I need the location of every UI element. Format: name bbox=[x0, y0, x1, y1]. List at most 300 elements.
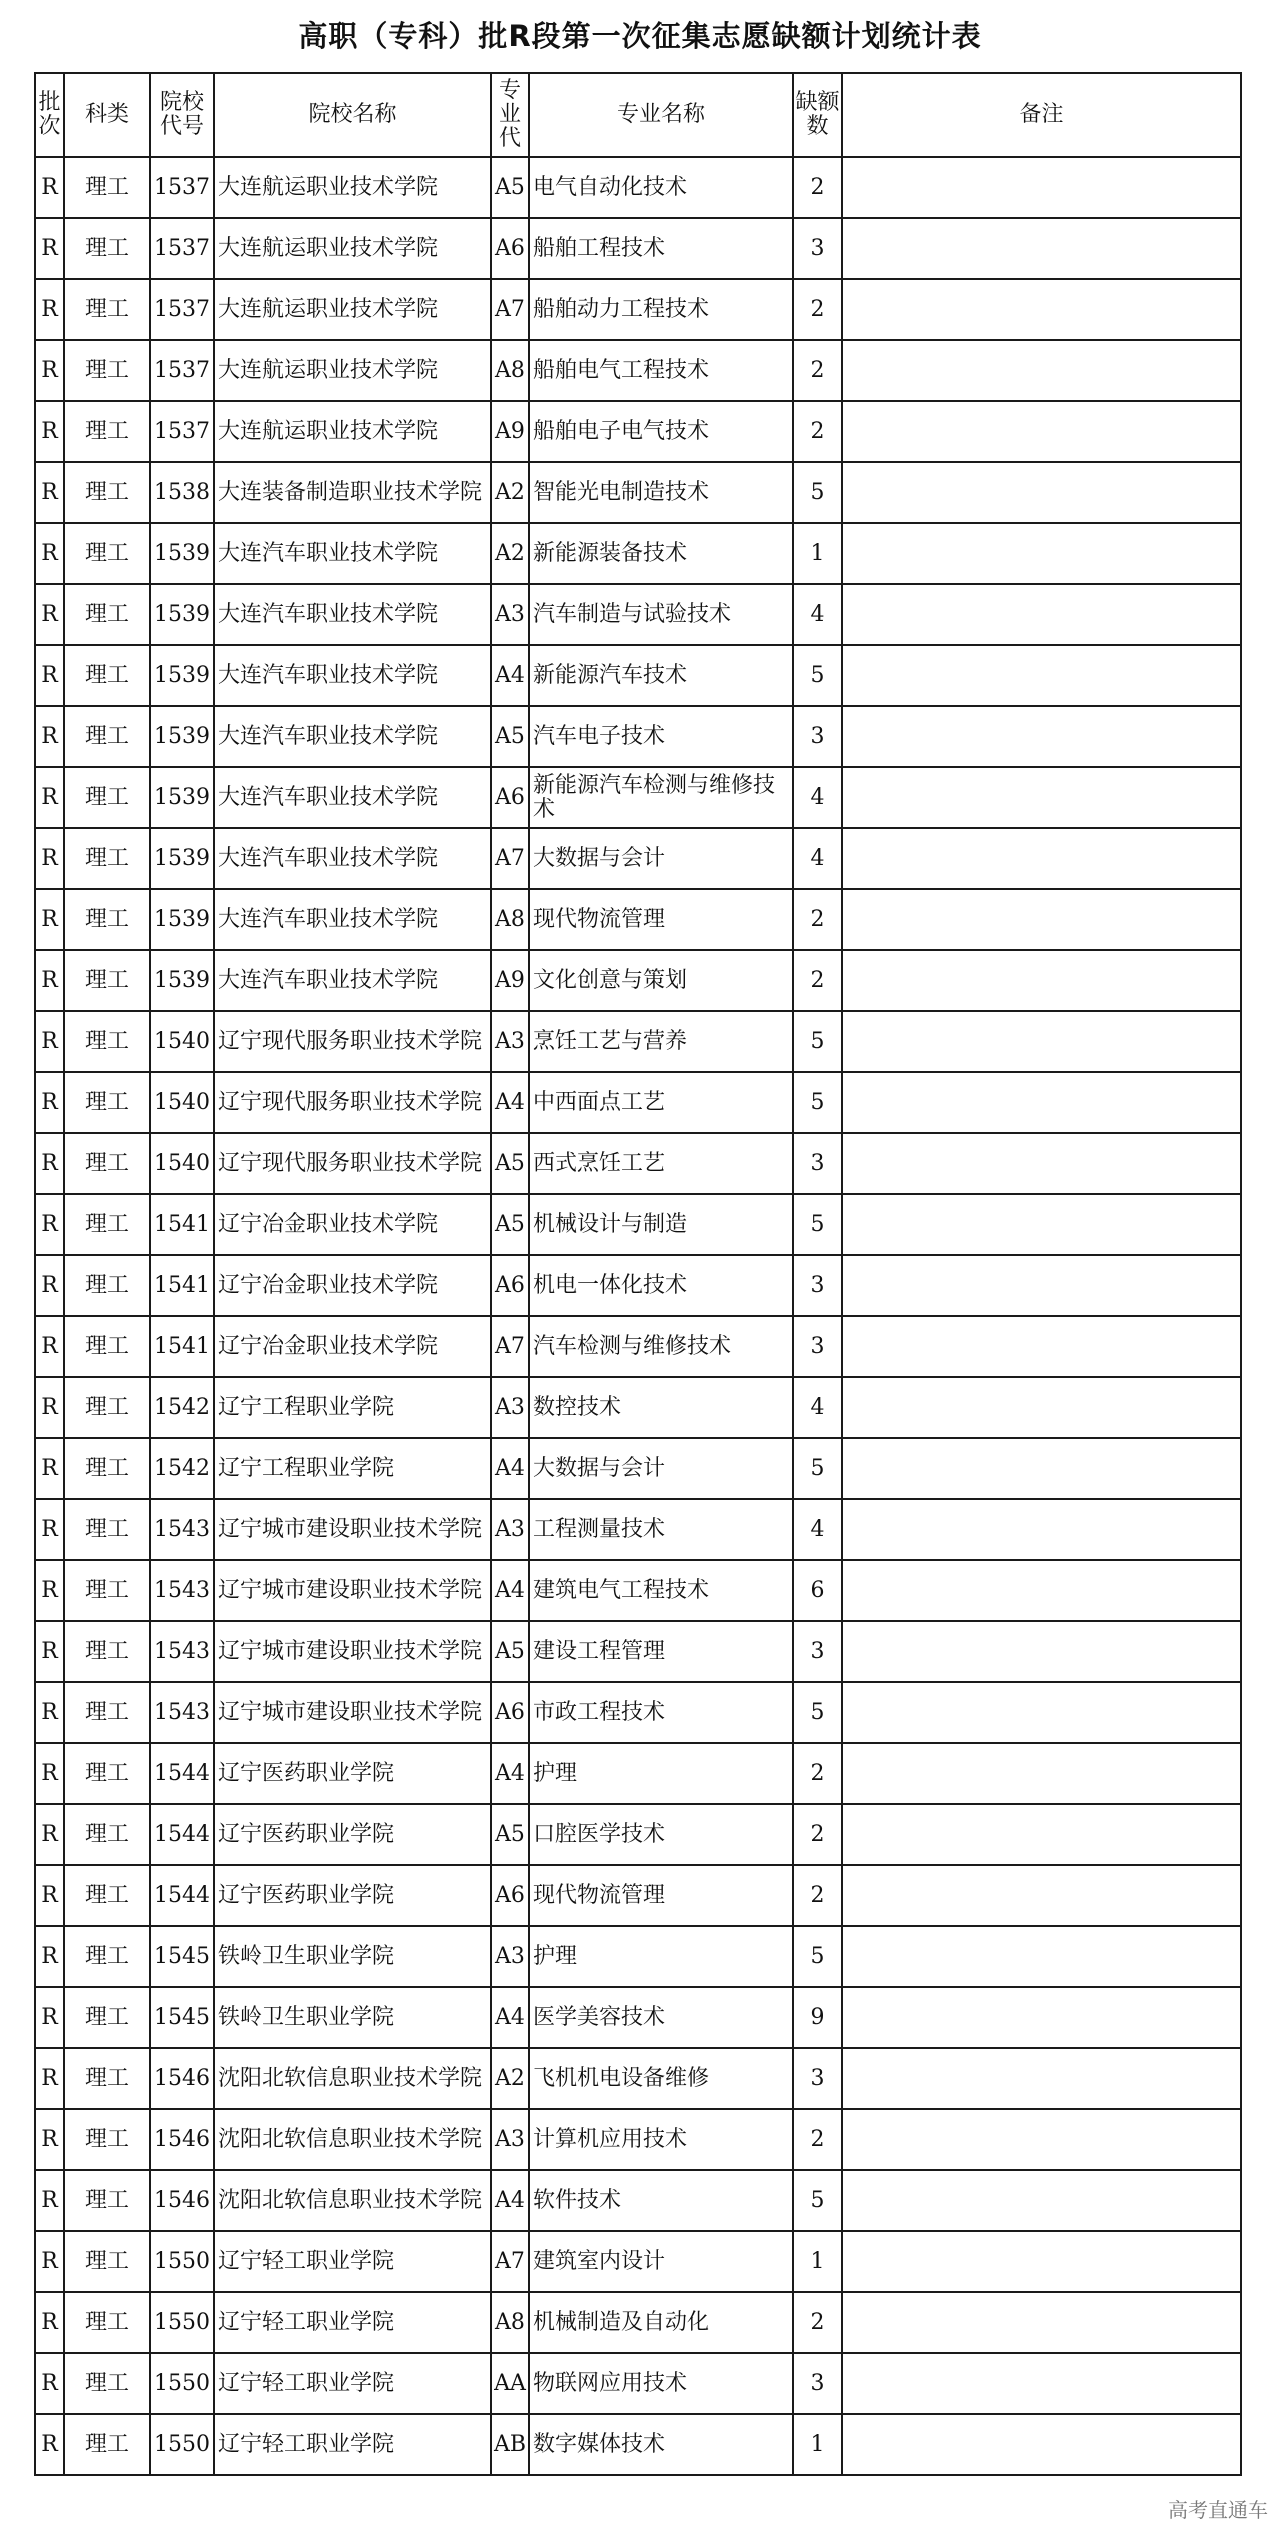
table-row bbox=[35, 2109, 1241, 2170]
table-row bbox=[35, 1804, 1241, 1865]
vacancy-count-cell: 5 bbox=[793, 462, 842, 523]
major-name-cell: 汽车电子技术 bbox=[529, 706, 793, 767]
watermark-text: 高考直通车 bbox=[1168, 2498, 1268, 2522]
batch-cell: R bbox=[35, 1804, 64, 1865]
table-body bbox=[35, 157, 1241, 2475]
table-row bbox=[35, 2170, 1241, 2231]
school-name-cell: 大连汽车职业技术学院 bbox=[214, 645, 491, 706]
school-code-cell: 1542 bbox=[150, 1377, 214, 1438]
major-code-cell: A5 bbox=[491, 1133, 529, 1194]
school-name-cell: 大连汽车职业技术学院 bbox=[214, 584, 491, 645]
school-code-cell: 1537 bbox=[150, 340, 214, 401]
batch-cell: R bbox=[35, 2170, 64, 2231]
school-name-cell: 大连航运职业技术学院 bbox=[214, 157, 491, 218]
table-row bbox=[35, 1560, 1241, 1621]
major-code-cell: A5 bbox=[491, 706, 529, 767]
header-category: 科类 bbox=[64, 73, 150, 157]
vacancy-count-cell: 2 bbox=[793, 2292, 842, 2353]
batch-cell: R bbox=[35, 218, 64, 279]
school-name-cell: 辽宁轻工职业学院 bbox=[214, 2353, 491, 2414]
table-row bbox=[35, 2292, 1241, 2353]
batch-cell: R bbox=[35, 401, 64, 462]
school-name-cell: 辽宁城市建设职业技术学院 bbox=[214, 1621, 491, 1682]
table-row bbox=[35, 1987, 1241, 2048]
major-code-cell: A6 bbox=[491, 1865, 529, 1926]
remarks-cell bbox=[842, 218, 1241, 279]
school-name-cell: 铁岭卫生职业学院 bbox=[214, 1987, 491, 2048]
remarks-cell bbox=[842, 1072, 1241, 1133]
category-cell: 理工 bbox=[64, 706, 150, 767]
vacancy-count-cell: 2 bbox=[793, 279, 842, 340]
table-row bbox=[35, 1133, 1241, 1194]
batch-cell: R bbox=[35, 1621, 64, 1682]
school-code-cell: 1539 bbox=[150, 645, 214, 706]
batch-cell: R bbox=[35, 1987, 64, 2048]
major-code-cell: AB bbox=[491, 2414, 529, 2475]
school-code-cell: 1545 bbox=[150, 1926, 214, 1987]
school-name-cell: 大连航运职业技术学院 bbox=[214, 401, 491, 462]
table-row bbox=[35, 1194, 1241, 1255]
header-major-code: 专业代 bbox=[491, 73, 529, 157]
remarks-cell bbox=[842, 584, 1241, 645]
batch-cell: R bbox=[35, 2048, 64, 2109]
school-code-cell: 1539 bbox=[150, 950, 214, 1011]
major-code-cell: A4 bbox=[491, 645, 529, 706]
vacancy-count-cell: 5 bbox=[793, 1682, 842, 1743]
remarks-cell bbox=[842, 1499, 1241, 1560]
major-code-cell: A7 bbox=[491, 1316, 529, 1377]
table-row bbox=[35, 523, 1241, 584]
major-name-cell: 大数据与会计 bbox=[529, 828, 793, 889]
remarks-cell bbox=[842, 1804, 1241, 1865]
school-code-cell: 1539 bbox=[150, 767, 214, 828]
batch-cell: R bbox=[35, 706, 64, 767]
school-code-cell: 1538 bbox=[150, 462, 214, 523]
table-row bbox=[35, 1499, 1241, 1560]
school-code-cell: 1544 bbox=[150, 1804, 214, 1865]
major-code-cell: A3 bbox=[491, 1011, 529, 1072]
remarks-cell bbox=[842, 401, 1241, 462]
batch-cell: R bbox=[35, 828, 64, 889]
batch-cell: R bbox=[35, 2231, 64, 2292]
school-name-cell: 辽宁轻工职业学院 bbox=[214, 2292, 491, 2353]
quota-table bbox=[34, 72, 1242, 2476]
table-row bbox=[35, 1926, 1241, 1987]
school-code-cell: 1541 bbox=[150, 1316, 214, 1377]
vacancy-count-cell: 5 bbox=[793, 645, 842, 706]
batch-cell: R bbox=[35, 1194, 64, 1255]
category-cell: 理工 bbox=[64, 1865, 150, 1926]
major-name-cell: 计算机应用技术 bbox=[529, 2109, 793, 2170]
remarks-cell bbox=[842, 1682, 1241, 1743]
category-cell: 理工 bbox=[64, 1377, 150, 1438]
category-cell: 理工 bbox=[64, 523, 150, 584]
table-row bbox=[35, 767, 1241, 828]
major-code-cell: A7 bbox=[491, 279, 529, 340]
table-row bbox=[35, 1316, 1241, 1377]
category-cell: 理工 bbox=[64, 279, 150, 340]
major-code-cell: A9 bbox=[491, 950, 529, 1011]
vacancy-count-cell: 2 bbox=[793, 2109, 842, 2170]
remarks-cell bbox=[842, 1316, 1241, 1377]
category-cell: 理工 bbox=[64, 1072, 150, 1133]
remarks-cell bbox=[842, 645, 1241, 706]
major-code-cell: A2 bbox=[491, 2048, 529, 2109]
table-row bbox=[35, 584, 1241, 645]
major-name-cell: 护理 bbox=[529, 1926, 793, 1987]
major-name-cell: 西式烹饪工艺 bbox=[529, 1133, 793, 1194]
category-cell: 理工 bbox=[64, 2231, 150, 2292]
vacancy-count-cell: 2 bbox=[793, 1743, 842, 1804]
school-name-cell: 辽宁冶金职业技术学院 bbox=[214, 1194, 491, 1255]
table-row bbox=[35, 218, 1241, 279]
major-code-cell: AA bbox=[491, 2353, 529, 2414]
batch-cell: R bbox=[35, 1682, 64, 1743]
school-name-cell: 辽宁现代服务职业技术学院 bbox=[214, 1072, 491, 1133]
vacancy-count-cell: 3 bbox=[793, 2048, 842, 2109]
major-code-cell: A4 bbox=[491, 2170, 529, 2231]
vacancy-count-cell: 4 bbox=[793, 1377, 842, 1438]
batch-cell: R bbox=[35, 1438, 64, 1499]
major-name-cell: 船舶动力工程技术 bbox=[529, 279, 793, 340]
table-row bbox=[35, 1621, 1241, 1682]
vacancy-count-cell: 3 bbox=[793, 2353, 842, 2414]
major-name-cell: 新能源汽车技术 bbox=[529, 645, 793, 706]
vacancy-count-cell: 5 bbox=[793, 2170, 842, 2231]
batch-cell: R bbox=[35, 1499, 64, 1560]
batch-cell: R bbox=[35, 950, 64, 1011]
remarks-cell bbox=[842, 340, 1241, 401]
batch-cell: R bbox=[35, 462, 64, 523]
vacancy-count-cell: 2 bbox=[793, 1865, 842, 1926]
school-code-cell: 1539 bbox=[150, 889, 214, 950]
category-cell: 理工 bbox=[64, 2109, 150, 2170]
major-code-cell: A3 bbox=[491, 1377, 529, 1438]
category-cell: 理工 bbox=[64, 584, 150, 645]
school-name-cell: 辽宁工程职业学院 bbox=[214, 1438, 491, 1499]
major-name-cell: 现代物流管理 bbox=[529, 1865, 793, 1926]
batch-cell: R bbox=[35, 1133, 64, 1194]
category-cell: 理工 bbox=[64, 1987, 150, 2048]
school-name-cell: 辽宁冶金职业技术学院 bbox=[214, 1255, 491, 1316]
major-code-cell: A4 bbox=[491, 1072, 529, 1133]
batch-cell: R bbox=[35, 1560, 64, 1621]
school-name-cell: 大连汽车职业技术学院 bbox=[214, 706, 491, 767]
major-name-cell: 市政工程技术 bbox=[529, 1682, 793, 1743]
school-code-cell: 1540 bbox=[150, 1011, 214, 1072]
table-row bbox=[35, 2231, 1241, 2292]
major-code-cell: A4 bbox=[491, 1987, 529, 2048]
major-code-cell: A2 bbox=[491, 523, 529, 584]
table-row bbox=[35, 706, 1241, 767]
major-code-cell: A3 bbox=[491, 1926, 529, 1987]
category-cell: 理工 bbox=[64, 157, 150, 218]
major-name-cell: 口腔医学技术 bbox=[529, 1804, 793, 1865]
category-cell: 理工 bbox=[64, 645, 150, 706]
major-name-cell: 软件技术 bbox=[529, 2170, 793, 2231]
table-row bbox=[35, 950, 1241, 1011]
table-row bbox=[35, 462, 1241, 523]
major-name-cell: 机电一体化技术 bbox=[529, 1255, 793, 1316]
major-name-cell: 汽车制造与试验技术 bbox=[529, 584, 793, 645]
category-cell: 理工 bbox=[64, 401, 150, 462]
vacancy-count-cell: 6 bbox=[793, 1560, 842, 1621]
major-name-cell: 建筑室内设计 bbox=[529, 2231, 793, 2292]
table-row bbox=[35, 1682, 1241, 1743]
school-code-cell: 1546 bbox=[150, 2048, 214, 2109]
major-name-cell: 汽车检测与维修技术 bbox=[529, 1316, 793, 1377]
major-name-cell: 现代物流管理 bbox=[529, 889, 793, 950]
school-name-cell: 大连汽车职业技术学院 bbox=[214, 828, 491, 889]
header-school-code: 院校代号 bbox=[150, 73, 214, 157]
batch-cell: R bbox=[35, 1255, 64, 1316]
major-name-cell: 物联网应用技术 bbox=[529, 2353, 793, 2414]
table-row bbox=[35, 1255, 1241, 1316]
remarks-cell bbox=[842, 1560, 1241, 1621]
school-name-cell: 辽宁城市建设职业技术学院 bbox=[214, 1499, 491, 1560]
vacancy-count-cell: 9 bbox=[793, 1987, 842, 2048]
batch-cell: R bbox=[35, 645, 64, 706]
batch-cell: R bbox=[35, 1865, 64, 1926]
category-cell: 理工 bbox=[64, 462, 150, 523]
category-cell: 理工 bbox=[64, 767, 150, 828]
school-code-cell: 1541 bbox=[150, 1255, 214, 1316]
school-code-cell: 1546 bbox=[150, 2170, 214, 2231]
major-name-cell: 大数据与会计 bbox=[529, 1438, 793, 1499]
remarks-cell bbox=[842, 889, 1241, 950]
school-name-cell: 大连汽车职业技术学院 bbox=[214, 523, 491, 584]
school-name-cell: 辽宁冶金职业技术学院 bbox=[214, 1316, 491, 1377]
major-name-cell: 船舶工程技术 bbox=[529, 218, 793, 279]
category-cell: 理工 bbox=[64, 2292, 150, 2353]
school-code-cell: 1550 bbox=[150, 2231, 214, 2292]
batch-cell: R bbox=[35, 1743, 64, 1804]
school-code-cell: 1539 bbox=[150, 523, 214, 584]
table-row bbox=[35, 2414, 1241, 2475]
major-code-cell: A5 bbox=[491, 1621, 529, 1682]
school-code-cell: 1537 bbox=[150, 218, 214, 279]
remarks-cell bbox=[842, 828, 1241, 889]
table-row bbox=[35, 2048, 1241, 2109]
school-name-cell: 大连汽车职业技术学院 bbox=[214, 950, 491, 1011]
category-cell: 理工 bbox=[64, 2048, 150, 2109]
vacancy-count-cell: 5 bbox=[793, 1011, 842, 1072]
school-code-cell: 1537 bbox=[150, 401, 214, 462]
batch-cell: R bbox=[35, 2353, 64, 2414]
table-row bbox=[35, 889, 1241, 950]
category-cell: 理工 bbox=[64, 1682, 150, 1743]
category-cell: 理工 bbox=[64, 828, 150, 889]
remarks-cell bbox=[842, 1011, 1241, 1072]
school-code-cell: 1545 bbox=[150, 1987, 214, 2048]
major-name-cell: 新能源装备技术 bbox=[529, 523, 793, 584]
major-name-cell: 建设工程管理 bbox=[529, 1621, 793, 1682]
vacancy-count-cell: 2 bbox=[793, 401, 842, 462]
school-code-cell: 1539 bbox=[150, 584, 214, 645]
school-code-cell: 1537 bbox=[150, 157, 214, 218]
school-code-cell: 1539 bbox=[150, 706, 214, 767]
vacancy-count-cell: 2 bbox=[793, 889, 842, 950]
remarks-cell bbox=[842, 2048, 1241, 2109]
major-code-cell: A3 bbox=[491, 2109, 529, 2170]
school-name-cell: 辽宁轻工职业学院 bbox=[214, 2231, 491, 2292]
remarks-cell bbox=[842, 2170, 1241, 2231]
category-cell: 理工 bbox=[64, 1316, 150, 1377]
vacancy-count-cell: 4 bbox=[793, 767, 842, 828]
remarks-cell bbox=[842, 1865, 1241, 1926]
batch-cell: R bbox=[35, 767, 64, 828]
remarks-cell bbox=[842, 2353, 1241, 2414]
major-name-cell: 机械制造及自动化 bbox=[529, 2292, 793, 2353]
batch-cell: R bbox=[35, 1926, 64, 1987]
header-row bbox=[35, 73, 1241, 157]
school-name-cell: 辽宁轻工职业学院 bbox=[214, 2414, 491, 2475]
major-name-cell: 数字媒体技术 bbox=[529, 2414, 793, 2475]
batch-cell: R bbox=[35, 584, 64, 645]
remarks-cell bbox=[842, 523, 1241, 584]
school-name-cell: 辽宁城市建设职业技术学院 bbox=[214, 1682, 491, 1743]
category-cell: 理工 bbox=[64, 1438, 150, 1499]
major-code-cell: A8 bbox=[491, 340, 529, 401]
school-name-cell: 大连航运职业技术学院 bbox=[214, 340, 491, 401]
vacancy-count-cell: 3 bbox=[793, 218, 842, 279]
vacancy-count-cell: 1 bbox=[793, 2231, 842, 2292]
major-name-cell: 中西面点工艺 bbox=[529, 1072, 793, 1133]
remarks-cell bbox=[842, 706, 1241, 767]
major-code-cell: A5 bbox=[491, 1194, 529, 1255]
school-code-cell: 1543 bbox=[150, 1560, 214, 1621]
major-code-cell: A8 bbox=[491, 2292, 529, 2353]
batch-cell: R bbox=[35, 889, 64, 950]
major-name-cell: 飞机机电设备维修 bbox=[529, 2048, 793, 2109]
vacancy-count-cell: 2 bbox=[793, 1804, 842, 1865]
remarks-cell bbox=[842, 2414, 1241, 2475]
major-code-cell: A4 bbox=[491, 1743, 529, 1804]
major-name-cell: 新能源汽车检测与维修技术 bbox=[529, 767, 793, 828]
batch-cell: R bbox=[35, 2292, 64, 2353]
school-code-cell: 1540 bbox=[150, 1133, 214, 1194]
major-name-cell: 建筑电气工程技术 bbox=[529, 1560, 793, 1621]
school-code-cell: 1539 bbox=[150, 828, 214, 889]
remarks-cell bbox=[842, 2292, 1241, 2353]
category-cell: 理工 bbox=[64, 218, 150, 279]
remarks-cell bbox=[842, 1438, 1241, 1499]
school-name-cell: 辽宁工程职业学院 bbox=[214, 1377, 491, 1438]
category-cell: 理工 bbox=[64, 2353, 150, 2414]
vacancy-count-cell: 5 bbox=[793, 1194, 842, 1255]
table-row bbox=[35, 1438, 1241, 1499]
vacancy-count-cell: 2 bbox=[793, 950, 842, 1011]
school-code-cell: 1550 bbox=[150, 2292, 214, 2353]
major-code-cell: A6 bbox=[491, 767, 529, 828]
table-row bbox=[35, 1743, 1241, 1804]
vacancy-count-cell: 2 bbox=[793, 340, 842, 401]
table-row bbox=[35, 645, 1241, 706]
batch-cell: R bbox=[35, 1316, 64, 1377]
remarks-cell bbox=[842, 1194, 1241, 1255]
remarks-cell bbox=[842, 2231, 1241, 2292]
table-row bbox=[35, 340, 1241, 401]
major-code-cell: A3 bbox=[491, 584, 529, 645]
school-code-cell: 1542 bbox=[150, 1438, 214, 1499]
remarks-cell bbox=[842, 1255, 1241, 1316]
school-code-cell: 1540 bbox=[150, 1072, 214, 1133]
category-cell: 理工 bbox=[64, 1804, 150, 1865]
major-name-cell: 船舶电子电气技术 bbox=[529, 401, 793, 462]
table-row bbox=[35, 1011, 1241, 1072]
school-name-cell: 沈阳北软信息职业技术学院 bbox=[214, 2170, 491, 2231]
major-name-cell: 数控技术 bbox=[529, 1377, 793, 1438]
major-code-cell: A2 bbox=[491, 462, 529, 523]
remarks-cell bbox=[842, 1621, 1241, 1682]
school-code-cell: 1544 bbox=[150, 1743, 214, 1804]
major-code-cell: A6 bbox=[491, 1682, 529, 1743]
category-cell: 理工 bbox=[64, 1194, 150, 1255]
vacancy-count-cell: 1 bbox=[793, 523, 842, 584]
category-cell: 理工 bbox=[64, 1011, 150, 1072]
major-code-cell: A3 bbox=[491, 1499, 529, 1560]
school-name-cell: 大连航运职业技术学院 bbox=[214, 279, 491, 340]
header-school-name: 院校名称 bbox=[214, 73, 491, 157]
major-name-cell: 船舶电气工程技术 bbox=[529, 340, 793, 401]
vacancy-count-cell: 4 bbox=[793, 1499, 842, 1560]
category-cell: 理工 bbox=[64, 1743, 150, 1804]
batch-cell: R bbox=[35, 1377, 64, 1438]
table-row bbox=[35, 1377, 1241, 1438]
major-name-cell: 机械设计与制造 bbox=[529, 1194, 793, 1255]
vacancy-count-cell: 3 bbox=[793, 706, 842, 767]
vacancy-count-cell: 4 bbox=[793, 584, 842, 645]
school-name-cell: 沈阳北软信息职业技术学院 bbox=[214, 2048, 491, 2109]
school-name-cell: 铁岭卫生职业学院 bbox=[214, 1926, 491, 1987]
school-name-cell: 辽宁现代服务职业技术学院 bbox=[214, 1133, 491, 1194]
remarks-cell bbox=[842, 1377, 1241, 1438]
school-code-cell: 1546 bbox=[150, 2109, 214, 2170]
batch-cell: R bbox=[35, 523, 64, 584]
remarks-cell bbox=[842, 2109, 1241, 2170]
header-vacancy-count: 缺额数 bbox=[793, 73, 842, 157]
school-code-cell: 1537 bbox=[150, 279, 214, 340]
batch-cell: R bbox=[35, 340, 64, 401]
table-row bbox=[35, 1072, 1241, 1133]
school-name-cell: 辽宁医药职业学院 bbox=[214, 1865, 491, 1926]
category-cell: 理工 bbox=[64, 1560, 150, 1621]
school-code-cell: 1550 bbox=[150, 2353, 214, 2414]
vacancy-count-cell: 3 bbox=[793, 1621, 842, 1682]
school-code-cell: 1543 bbox=[150, 1621, 214, 1682]
batch-cell: R bbox=[35, 2414, 64, 2475]
school-name-cell: 辽宁医药职业学院 bbox=[214, 1804, 491, 1865]
school-name-cell: 辽宁医药职业学院 bbox=[214, 1743, 491, 1804]
category-cell: 理工 bbox=[64, 1133, 150, 1194]
vacancy-count-cell: 5 bbox=[793, 1926, 842, 1987]
table-row bbox=[35, 279, 1241, 340]
batch-cell: R bbox=[35, 1072, 64, 1133]
school-name-cell: 辽宁城市建设职业技术学院 bbox=[214, 1560, 491, 1621]
table-row bbox=[35, 157, 1241, 218]
category-cell: 理工 bbox=[64, 340, 150, 401]
page-title: 高职（专科）批R段第一次征集志愿缺额计划统计表 bbox=[298, 19, 982, 53]
major-name-cell: 文化创意与策划 bbox=[529, 950, 793, 1011]
major-name-cell: 护理 bbox=[529, 1743, 793, 1804]
school-name-cell: 大连装备制造职业技术学院 bbox=[214, 462, 491, 523]
remarks-cell bbox=[842, 1987, 1241, 2048]
vacancy-count-cell: 3 bbox=[793, 1316, 842, 1377]
school-code-cell: 1543 bbox=[150, 1499, 214, 1560]
category-cell: 理工 bbox=[64, 1255, 150, 1316]
major-code-cell: A8 bbox=[491, 889, 529, 950]
table-row bbox=[35, 2353, 1241, 2414]
